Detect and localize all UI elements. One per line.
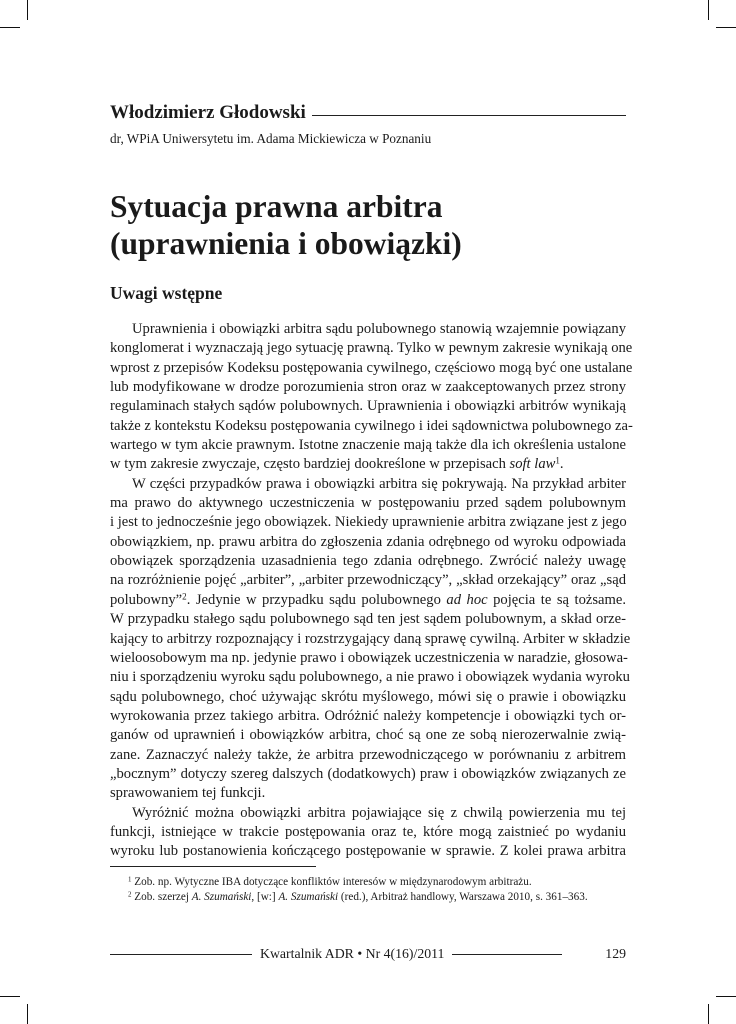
body-line: wyrokowania przez takiego arbitra. Odróżnić należy kompetencje i obowiązki tych or- xyxy=(110,707,626,724)
body-line: lub modyfikowane w drodze porozumienia stron oraz w zaakceptowanych przez strony xyxy=(110,379,626,396)
body-line: ganów od uprawnień i obowiązków arbitra, choć są one ze sobą nierozerwalnie zwią- xyxy=(110,727,626,744)
footnote-2 xyxy=(128,890,588,905)
body-line: sądu polubownego, choć używając skrótu myślowego, mówi się o prawie i obowiązku xyxy=(110,688,626,705)
body-line: wartego w tym akcie prawnym. Istotne znaczenie mają także dla ich określenia ustalone xyxy=(110,437,626,454)
body-line xyxy=(110,455,626,474)
footnote-number: 2 xyxy=(128,890,132,899)
footnote-ref-1: 1 xyxy=(555,455,560,466)
crop-mark xyxy=(27,0,28,20)
crop-mark xyxy=(27,1004,28,1024)
article-title xyxy=(110,188,462,262)
crop-mark xyxy=(716,27,736,28)
body-line: Uprawnienia i obowiązki arbitra sądu polubownego stanowią wzajemnie powiązany xyxy=(132,321,626,337)
body-line: wprost z przepisów Kodeksu postępowania cywilnego, częściowo mogą być one ustalane xyxy=(110,359,633,376)
body-line: W części przypadków prawa i obowiązki arbitra się pokrywają. Na przykład arbiter xyxy=(132,475,626,492)
crop-mark xyxy=(716,996,736,997)
crop-mark xyxy=(0,996,20,997)
footnote-text: (red.), Arbitraż handlowy, Warszawa 2010, s. 361–363. xyxy=(338,890,588,903)
body-line: na rozróżnienie pojęć „arbiter”, „arbiter przewodniczący”, „skład orzekający” oraz „sąd xyxy=(110,572,626,589)
page-footer xyxy=(110,946,626,962)
body-line: także z kontekstu Kodeksu postępowania cywilnego i idei sądownictwa polubownego za- xyxy=(110,417,633,434)
body-line: ma prawo do aktywnego uczestniczenia w postępowaniu przed sądem polubownym xyxy=(110,495,626,512)
body-text: w tym zakresie zwyczaje, często bardziej dookreślone w przepisach xyxy=(110,456,510,473)
footnote-author: A. Szumański xyxy=(278,890,339,903)
italic-term: soft law xyxy=(509,456,556,473)
footnote-author: A. Szumański xyxy=(191,890,252,903)
footnote-ref-2: 2 xyxy=(182,591,187,602)
body-line: wyroku lub postanowienia kończącego postępowanie w sprawie. Z kolei prawa arbitra xyxy=(110,843,626,860)
journal-name: Kwartalnik ADR • Nr 4(16)/2011 xyxy=(260,946,445,961)
body-line: konglomerat i wyznaczają jego sytuację prawną. Tylko w pewnym zakresie wynikają one xyxy=(110,340,633,357)
author-affiliation: dr, WPiA Uniwersytetu im. Adama Mickiewicza w Poznaniu xyxy=(110,131,432,146)
body-text: pojęcia te są tożsame. xyxy=(487,591,626,608)
body-line: obowiązek sporządzenia uzasadnienia tego zdania odrębnego. Zwrócić należy uwagę xyxy=(110,553,626,570)
footnote-text: Zob. np. Wytyczne IBA dotyczące konfliktów interesów w międzynarodowym arbitrażu. xyxy=(131,876,532,888)
italic-term: ad hoc xyxy=(446,591,488,608)
body-line: zane. Zaznaczyć należy także, że arbitra przewodniczącego w porównaniu z arbitrem xyxy=(110,746,626,763)
page-number: 129 xyxy=(605,946,626,961)
title-line-2: (uprawnienia i obowiązki) xyxy=(110,226,462,261)
title-line-1: Sytuacja prawna arbitra xyxy=(110,189,443,224)
body-line: „bocznym” dotyczy szereg dalszych (dodatkowych) praw i obowiązków związanych ze xyxy=(110,765,626,782)
body-line: funkcji, istniejące w trakcie postępowania oraz te, które mogą zaistnieć po wydaniu xyxy=(110,823,626,840)
body-line: Wyróżnić można obowiązki arbitra pojawiające się z chwilą powierzenia mu tej xyxy=(132,804,626,821)
crop-mark xyxy=(708,1004,709,1024)
body-line: sprawowaniem tej funkcji. xyxy=(110,785,266,802)
body-line: W przypadku stałego sądu polubownego sąd ten jest sądem polubownym, a skład orze- xyxy=(110,611,626,628)
body-line: niu i sporządzeniu wyroku sądu polubownego, a nie prawo i obowiązek wydania wyroku xyxy=(110,669,630,686)
crop-mark xyxy=(708,0,709,20)
footnote-1 xyxy=(128,875,588,890)
body-line xyxy=(110,591,626,610)
body-line: wieloosobowym ma np. jedynie prawo i obowiązek uczestniczenia w naradzie, głosowa- xyxy=(110,649,628,666)
author-header xyxy=(110,102,626,124)
body-line: regulaminach stałych sądów polubownych. Uprawnienia i obowiązki arbitrów wynikają xyxy=(110,398,626,415)
footnote-text: Zob. szerzej xyxy=(131,890,192,903)
article-body xyxy=(110,320,633,862)
crop-mark xyxy=(0,27,20,28)
body-text: . Jedynie w przypadku sądu polubownego xyxy=(186,591,447,608)
footnotes xyxy=(128,875,588,904)
footer-rule-left xyxy=(110,954,252,955)
footnote-text: , [w:] xyxy=(251,890,279,903)
section-heading: Uwagi wstępne xyxy=(110,283,223,303)
body-text: . xyxy=(559,456,564,473)
body-text: polubowny” xyxy=(110,591,183,608)
footer-rule-right xyxy=(452,954,562,955)
body-line: obowiązkiem, np. prawu arbitra do zgłoszenia zdania odrębnego od wyroku odpowiada xyxy=(110,533,626,550)
body-line: i jest to jednocześnie jego obowiązek. Niekiedy uprawnienie arbitra związane jest z jego xyxy=(110,514,627,531)
footnote-rule xyxy=(110,866,316,867)
body-line: kający to arbitrzy rozpoznający i rozstrzygający daną sprawę cywilną. Arbiter w składzie xyxy=(110,630,631,647)
header-rule xyxy=(312,115,626,116)
footnote-number: 1 xyxy=(128,875,132,884)
author-name: Włodzimierz Głodowski xyxy=(110,102,306,123)
